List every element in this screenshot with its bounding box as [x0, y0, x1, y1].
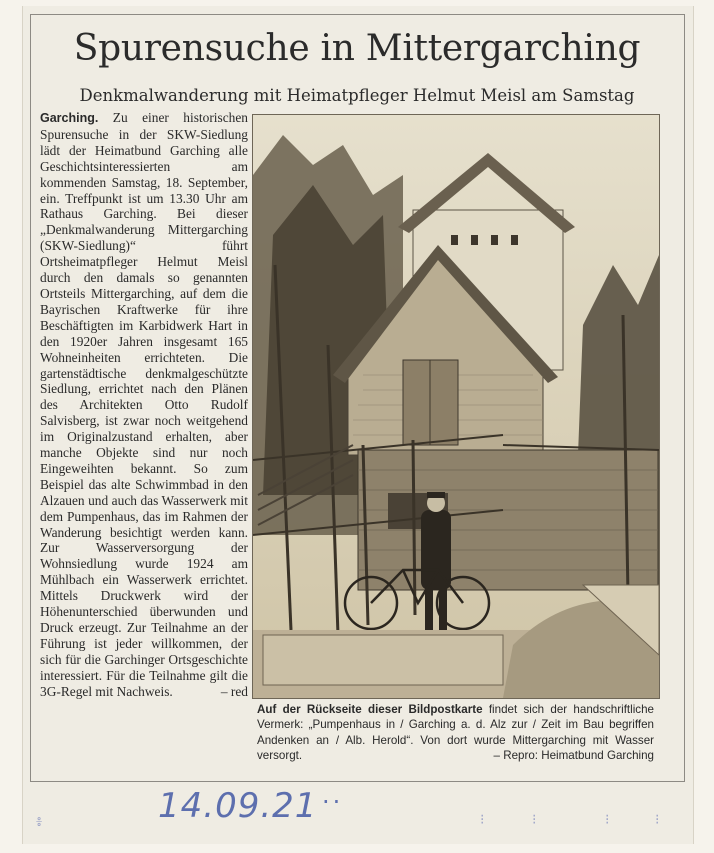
headline: Spurensuche in Mittergarching: [73, 28, 641, 69]
dateline: Garching.: [40, 111, 99, 125]
caption-bold-lead: Auf der Rückseite dieser Bildpostkarte: [257, 703, 483, 716]
historic-photo: [252, 114, 660, 699]
pumphouse-photo-illustration: [253, 115, 659, 698]
ink-dots: ··: [322, 788, 344, 816]
author-signature: – red: [220, 683, 248, 699]
handwritten-date: 14.09.21: [158, 786, 318, 826]
article-text: Zu einer historischen Spurensuche in der SKW-Siedlung lädt der Heimatbund Garching alle Geschichtsinteressierten am kommenden Samstag, 18. September, ein. Treffpunkt ist um 13.30 Uhr am Rathaus Garching. Bei dieser „Denkmalwanderung Mittergarching (SKW-Siedlung)“ führt Ortsheimatpfleger Helmut Meisl durch den damals so genannten Ortsteils Mittergarching, auf dem die Bayrischen Kraftwerke für ihre Beschäftigten im Karbidwerk Hart in den 1920er Jahren insgesamt 165 Wohneinheiten errichteten. Die gartenstädtische denkmalgeschützte Siedlung, errichtet nach den Plänen des Architekten Otto Rudolf Salvisberg, ist zwar noch weitgehend im Originalzustand erhalten, aber manche Objekte sind nur noch Eingeweihten bekannt. So zum Beispiel das alte Schwimmbad in den Alzauen und auch das Wasserwerk mit dem Pumpenhaus, das im Rahmen der Wanderung besichtigt werden kann. Zur Wasserversorgung der Wohnsiedlung wurde 1924 am Mühlbach ein Wasserwerk errichtet. Mittels Druckwerk wird der Höhenunterschied überwunden und Druck erzeugt. Zur Teilnahme an der Führung ist jeder willkommen, der sich für die Garchinger Ortsgeschichte interessiert. Für die Teilnahme gilt die 3G-Regel mit Nachweis.: [40, 110, 248, 699]
caption-text: findet sich der handschriftliche Vermerk: „Pumpenhaus in / Garching a. d. Alz zur / Zeit im Bau begriffen Andenken an / Alb. Herold“. Von dort wurde Mittergarching mit Wasser versorgt.: [257, 703, 654, 763]
photo-credit: – Repro: Heimatbund Garching: [493, 749, 654, 763]
subheadline: Denkmalwanderung mit Heimatpfleger Helmut Meisl am Samstag: [79, 86, 635, 105]
article-body: [40, 110, 248, 700]
photo-caption: [257, 702, 654, 764]
